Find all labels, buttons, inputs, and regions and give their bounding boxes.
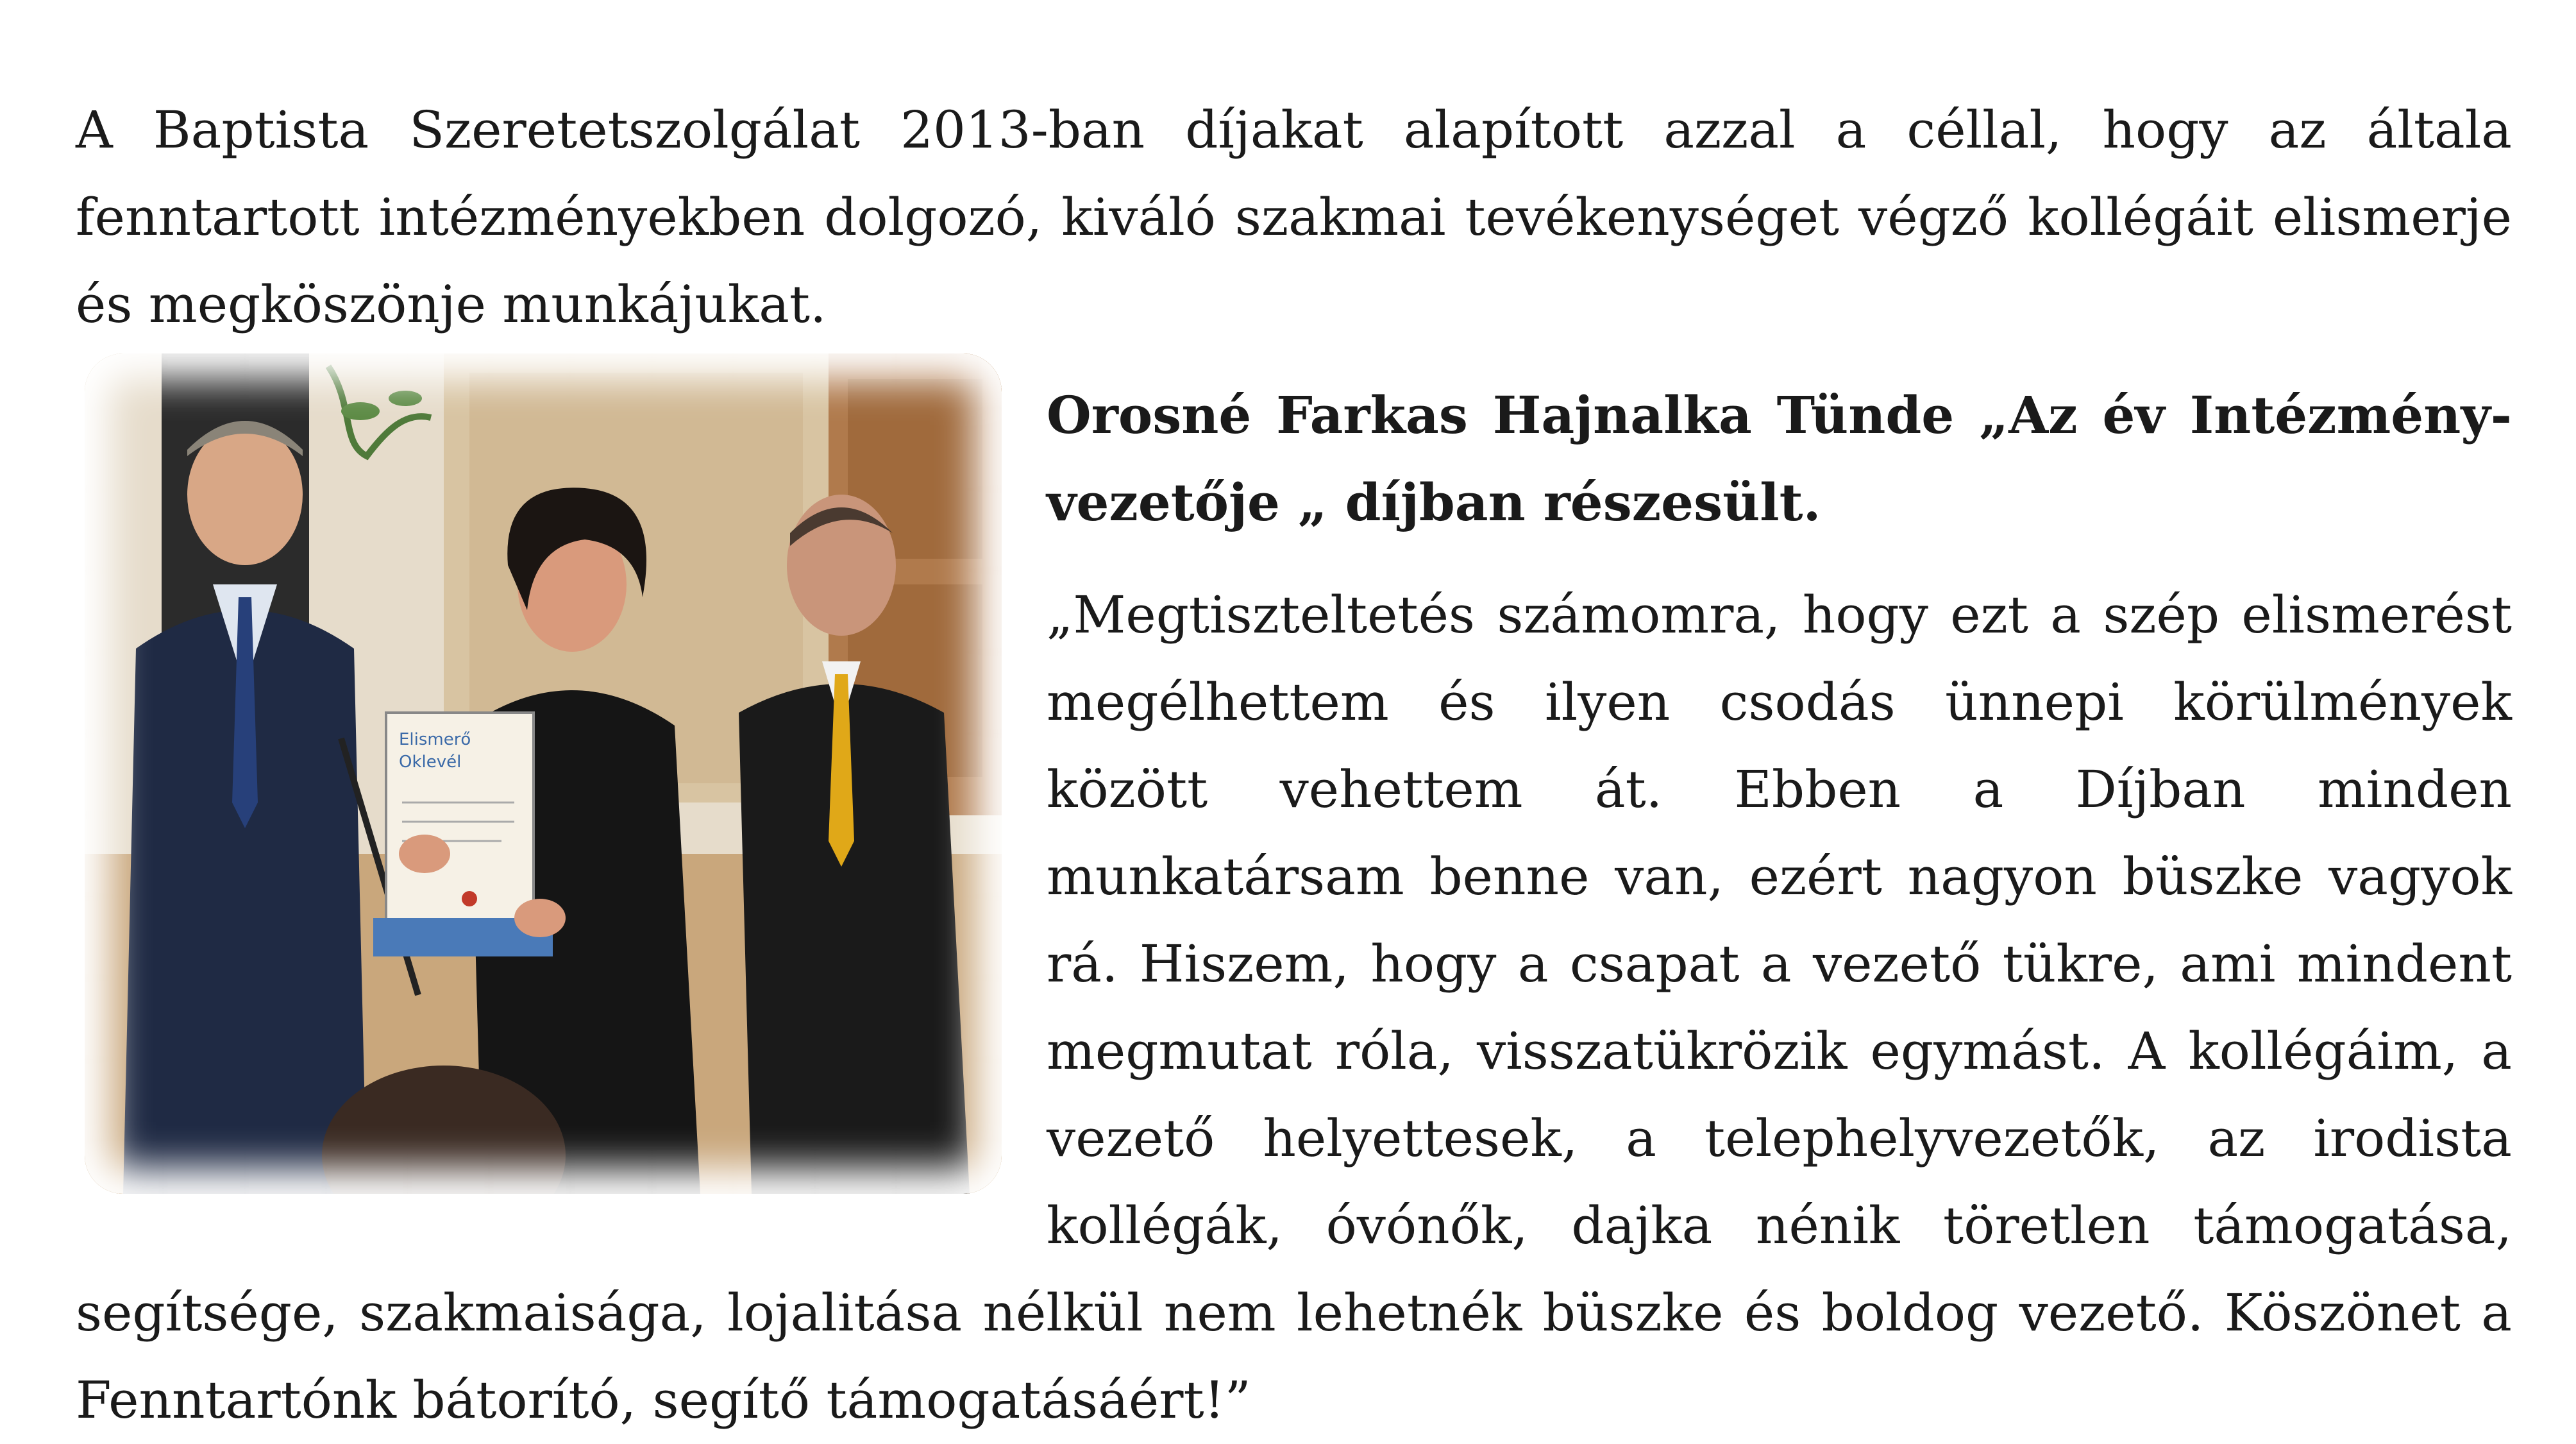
article: [76, 87, 2512, 1444]
award-heading: Orosné Farkas Hajnalka Tünde „Az év Intézmény-vezetője „ díjban részesült.: [1047, 385, 2512, 532]
quote-paragraph: „Megtiszteltetés számomra, hogy ezt a szép elismerést megélhettem és ilyen csodás ünnepi körülmények között vehettem át. Ebben a Díjban minden munkatársam benne van, ezért nagyon büszke vagyok rá. Hiszem, hogy a csapat a vezető tükre, ami mindent megmutat róla, visszatükrözik egymást. A kollégáim, a vezető helyettesek, a telephelyvezetők, az irodista kollégák, óvónők, dajka nénik töretlen támogatása, segítsége, szakmaisága, lojalitása nélkül nem lehetnék büszke és boldog vezető. Köszönet a Fenntartónk bátorító, segítő támogatásáért!”: [76, 585, 2512, 1430]
intro-paragraph: A Baptista Szeretetszolgálat 2013-ban díjakat alapított azzal a céllal, hogy az általa fenntartott intézményekben dolgozó, kiváló szakmai tevékenységet végző kollégáit elismerje és megköszönje munkájukat.: [76, 100, 2512, 334]
svg-text:Oklevél: Oklevél: [399, 752, 462, 772]
svg-text:Elismerő: Elismerő: [399, 730, 471, 749]
award-ceremony-photo: [85, 353, 1002, 1194]
